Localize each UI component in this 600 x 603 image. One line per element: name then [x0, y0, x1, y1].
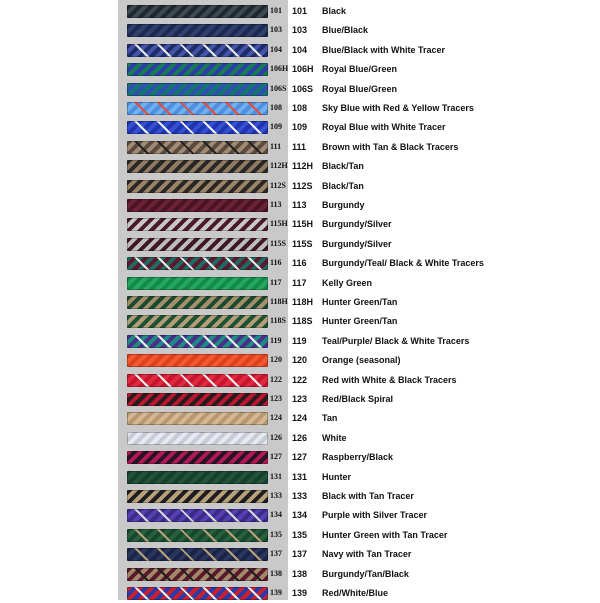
rope-swatch [127, 529, 268, 542]
swatch-code-label: 126 [270, 432, 282, 442]
color-name: Royal Blue/Green [322, 64, 398, 75]
rope-swatch [127, 587, 268, 600]
swatch-row [118, 196, 288, 215]
swatch-code-label: 106H [270, 64, 289, 74]
swatch-code-label: 106S [270, 83, 287, 93]
color-name: Red with White & Black Tracers [322, 374, 457, 385]
swatch-code-label: 118S [270, 316, 287, 326]
swatch-code-label: 120 [270, 355, 282, 365]
swatch-code-label: 115S [270, 238, 287, 248]
rope-swatch [127, 199, 268, 212]
rope-swatch [127, 277, 268, 290]
swatch-code-label: 122 [270, 374, 282, 384]
rope-swatch [127, 238, 268, 251]
rope-swatch [127, 315, 268, 328]
rope-swatch [127, 471, 268, 484]
swatch-row [118, 274, 288, 293]
swatch-row [118, 565, 288, 584]
swatch-row [118, 138, 288, 157]
rope-swatch [127, 548, 268, 561]
color-name: Burgundy/Teal/ Black & White Tracers [322, 258, 484, 269]
swatch-row [118, 2, 288, 21]
color-entry [292, 99, 592, 118]
color-entry [292, 487, 592, 506]
color-entry [292, 448, 592, 467]
swatch-row [118, 351, 288, 370]
color-code: 137 [292, 549, 308, 560]
color-name: Sky Blue with Red & Yellow Tracers [322, 103, 474, 113]
color-entry [292, 157, 592, 176]
swatch-row [118, 487, 288, 506]
color-name: Hunter [322, 471, 351, 482]
color-entry [292, 312, 592, 331]
color-code: 119 [292, 335, 307, 346]
swatch-row [118, 332, 288, 351]
color-name: Brown with Tan & Black Tracers [322, 141, 459, 152]
color-entry [292, 351, 592, 370]
swatch-code-label: 139 [270, 588, 282, 597]
swatch-code-label: 124 [270, 413, 282, 423]
color-entry [292, 274, 592, 293]
swatch-row [118, 526, 288, 545]
rope-swatch [127, 432, 268, 445]
swatch-row [118, 60, 288, 79]
color-code: 126 [292, 432, 308, 443]
swatch-row [118, 506, 288, 525]
color-code: 134 [292, 510, 308, 521]
color-code: 124 [292, 413, 308, 424]
color-code: 118S [292, 316, 313, 327]
swatch-code-label: 115H [270, 219, 288, 229]
swatch-row [118, 429, 288, 448]
rope-swatch [127, 24, 268, 37]
color-name: Black with Tan Tracer [322, 491, 414, 501]
color-entry [292, 468, 592, 487]
color-code: 133 [292, 491, 308, 501]
color-name: Red/White/Blue [322, 588, 389, 598]
rope-swatch [127, 5, 268, 18]
color-name: Hunter Green/Tan [322, 297, 398, 307]
color-entry [292, 21, 592, 40]
color-entry [292, 235, 592, 254]
color-code: 116 [292, 258, 307, 269]
swatch-code-label: 112H [270, 161, 288, 171]
rope-swatch [127, 44, 268, 57]
color-name: White [322, 432, 347, 443]
swatch-row [118, 390, 288, 409]
color-name: Hunter Green/Tan [322, 316, 398, 327]
swatch-code-label: 111 [270, 141, 282, 151]
rope-swatch [127, 121, 268, 134]
color-entry [292, 80, 592, 99]
swatch-row [118, 235, 288, 254]
color-entry [292, 177, 592, 196]
swatch-code-label: 119 [270, 335, 282, 345]
swatch-code-label: 116 [270, 258, 282, 268]
color-code: 123 [292, 394, 308, 404]
color-name: Orange (seasonal) [322, 355, 401, 366]
color-code: 108 [292, 103, 308, 113]
swatch-row [118, 584, 288, 603]
color-entry [292, 371, 592, 390]
color-entry [292, 60, 592, 79]
swatch-row [118, 215, 288, 234]
color-name: Teal/Purple/ Black & White Tracers [322, 335, 470, 346]
color-name: Royal Blue with White Tracer [322, 122, 446, 133]
color-code: 122 [292, 374, 308, 385]
color-entry [292, 429, 592, 448]
color-name: Burgundy/Tan/Black [322, 568, 409, 579]
color-code: 115S [292, 238, 313, 249]
swatch-code-label: 138 [270, 568, 282, 578]
swatch-code-label: 117 [270, 277, 282, 287]
color-name: Purple with Silver Tracer [322, 510, 428, 521]
color-name: Royal Blue/Green [322, 83, 398, 94]
rope-swatch [127, 218, 268, 231]
color-name: Blue/Black with White Tracer [322, 44, 446, 55]
color-name: Black/Tan [322, 180, 364, 191]
color-name: Red/Black Spiral [322, 394, 394, 404]
color-entry [292, 409, 592, 428]
color-name: Hunter Green with Tan Tracer [322, 529, 448, 540]
color-entry [292, 41, 592, 60]
swatch-code-label: 134 [270, 510, 282, 520]
color-code: 131 [292, 471, 308, 482]
color-code: 111 [292, 141, 307, 152]
color-entry [292, 545, 592, 564]
swatch-code-label: 109 [270, 122, 282, 132]
color-code: 113 [292, 200, 307, 210]
rope-swatch [127, 102, 268, 115]
color-code: 135 [292, 529, 308, 540]
swatch-code-label: 108 [270, 103, 282, 112]
color-entry [292, 526, 592, 545]
color-code: 109 [292, 122, 308, 133]
rope-swatch [127, 257, 268, 270]
rope-swatch [127, 160, 268, 173]
swatch-row [118, 312, 288, 331]
swatch-row [118, 41, 288, 60]
rope-swatch [127, 63, 268, 76]
swatch-code-label: 137 [270, 549, 282, 559]
swatch-row [118, 80, 288, 99]
color-code: 106S [292, 83, 314, 94]
swatch-code-label: 127 [270, 452, 282, 462]
color-code: 139 [292, 588, 308, 598]
color-name: Black [322, 6, 347, 16]
swatch-code-label: 112S [270, 180, 287, 190]
color-name: Navy with Tan Tracer [322, 549, 412, 560]
color-entry [292, 254, 592, 273]
rope-swatch [127, 568, 268, 581]
color-entry [292, 332, 592, 351]
color-entry [292, 565, 592, 584]
swatch-row [118, 254, 288, 273]
color-entry [292, 215, 592, 234]
swatch-row [118, 118, 288, 137]
color-code: 118H [292, 297, 314, 307]
rope-swatch [127, 180, 268, 193]
color-entry [292, 2, 592, 21]
rope-swatch [127, 141, 268, 154]
swatch-code-label: 123 [270, 394, 282, 403]
color-code: 120 [292, 355, 308, 366]
color-code: 106H [292, 64, 314, 75]
color-entry [292, 196, 592, 215]
rope-swatch [127, 374, 268, 387]
swatch-row [118, 448, 288, 467]
color-name: Burgundy/Silver [322, 219, 392, 230]
color-name: Burgundy [322, 200, 365, 210]
swatch-code-label: 101 [270, 6, 282, 15]
swatch-row [118, 177, 288, 196]
swatch-code-label: 103 [270, 25, 282, 35]
color-entry [292, 138, 592, 157]
color-code: 127 [292, 452, 308, 463]
swatch-row [118, 409, 288, 428]
swatch-code-label: 118H [270, 297, 288, 306]
color-name: Burgundy/Silver [322, 238, 392, 249]
color-name: Tan [322, 413, 338, 424]
rope-swatch [127, 354, 268, 367]
swatch-row [118, 157, 288, 176]
swatch-code-label: 135 [270, 529, 282, 539]
swatch-strip [118, 0, 288, 600]
rope-swatch [127, 335, 268, 348]
color-name: Kelly Green [322, 277, 373, 288]
rope-swatch [127, 451, 268, 464]
swatch-code-label: 131 [270, 471, 282, 481]
swatch-row [118, 545, 288, 564]
color-entry [292, 584, 592, 603]
color-entry [292, 118, 592, 137]
color-entry [292, 390, 592, 409]
swatch-row [118, 468, 288, 487]
color-name: Raspberry/Black [322, 452, 394, 463]
color-name: Blue/Black [322, 25, 369, 36]
color-code: 101 [292, 6, 308, 16]
swatch-code-label: 113 [270, 200, 282, 209]
color-code: 104 [292, 44, 308, 55]
rope-swatch [127, 490, 268, 503]
color-code: 138 [292, 568, 308, 579]
swatch-code-label: 104 [270, 44, 282, 54]
rope-swatch [127, 296, 268, 309]
rope-swatch [127, 412, 268, 425]
swatch-row [118, 371, 288, 390]
color-entry [292, 506, 592, 525]
color-code: 115H [292, 219, 314, 230]
color-entry [292, 293, 592, 312]
swatch-code-label: 133 [270, 491, 282, 500]
color-name: Black/Tan [322, 161, 364, 172]
color-code: 103 [292, 25, 308, 36]
rope-swatch [127, 83, 268, 96]
color-code: 112H [292, 161, 314, 172]
rope-swatch [127, 509, 268, 522]
rope-swatch [127, 393, 268, 406]
swatch-row [118, 21, 288, 40]
swatch-row [118, 293, 288, 312]
color-code: 112S [292, 180, 313, 191]
swatch-row [118, 99, 288, 118]
color-code: 117 [292, 277, 307, 288]
